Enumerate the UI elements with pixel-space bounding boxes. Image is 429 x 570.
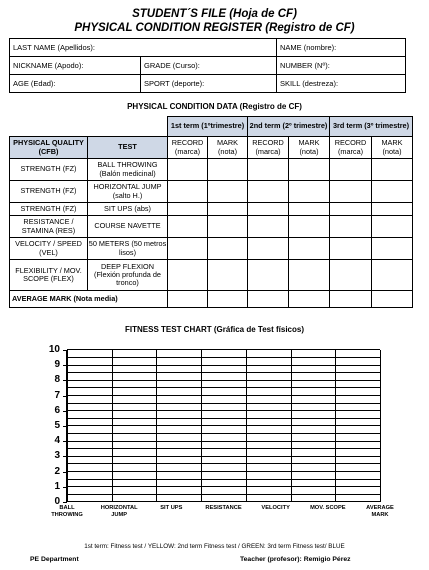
y-tick-label: 0 xyxy=(54,496,60,507)
entry-cell[interactable] xyxy=(289,181,330,203)
data-table-title: PHYSICAL CONDITION DATA (Registro de CF) xyxy=(127,102,302,111)
record-header: RECORD (marca) xyxy=(248,137,289,159)
grid-column-line xyxy=(380,350,381,502)
grid-line xyxy=(67,410,380,411)
entry-cell[interactable] xyxy=(168,181,208,203)
table-row xyxy=(10,260,413,291)
legend-text: 1st term: Fitness test / YELLOW: 2nd term Fitness test / GREEN: 3rd term Fitness test/ BLUE xyxy=(84,543,345,550)
last-name-field[interactable]: LAST NAME (Apellidos): xyxy=(10,39,277,57)
entry-cell[interactable] xyxy=(208,159,248,181)
entry-cell[interactable] xyxy=(248,291,289,308)
average-mark-label: AVERAGE MARK (Nota media) xyxy=(10,291,168,308)
grid-line xyxy=(67,471,380,472)
y-tick-mark xyxy=(63,502,67,503)
y-tick-mark xyxy=(63,487,67,488)
y-tick-label: 3 xyxy=(54,450,60,462)
entry-cell[interactable] xyxy=(372,181,413,203)
grid-line xyxy=(67,418,380,419)
entry-cell[interactable] xyxy=(208,238,248,260)
y-tick-label: 10 xyxy=(48,344,60,355)
y-tick-mark xyxy=(63,396,67,397)
entry-cell[interactable] xyxy=(330,181,372,203)
y-tick-label: 1 xyxy=(54,480,60,492)
table-row xyxy=(10,238,413,260)
y-tick-mark xyxy=(63,426,67,427)
entry-cell[interactable] xyxy=(330,291,372,308)
grid-column-line xyxy=(291,350,292,502)
table-row xyxy=(10,216,413,238)
register-title: PHYSICAL CONDITION REGISTER (Registro de CF) xyxy=(74,22,355,34)
mark-header: MARK (nota) xyxy=(208,137,248,159)
quality-cell: VELOCITY / SPEED (VEL) xyxy=(10,238,88,260)
grid-line xyxy=(67,357,380,358)
grid-column-line xyxy=(156,350,157,502)
grid-column-line xyxy=(335,350,336,502)
entry-cell[interactable] xyxy=(208,181,248,203)
entry-cell[interactable] xyxy=(208,216,248,238)
grid-line xyxy=(67,494,380,495)
fitness-chart xyxy=(40,344,390,507)
entry-cell[interactable] xyxy=(330,159,372,181)
quality-cell: STRENGTH (FZ) xyxy=(10,181,88,203)
skill-field[interactable]: SKILL (destreza): xyxy=(276,75,405,93)
entry-cell[interactable] xyxy=(289,238,330,260)
entry-cell[interactable] xyxy=(372,238,413,260)
grid-line xyxy=(67,403,380,404)
entry-cell[interactable] xyxy=(248,238,289,260)
entry-cell[interactable] xyxy=(208,291,248,308)
entry-cell[interactable] xyxy=(248,181,289,203)
entry-cell[interactable] xyxy=(330,203,372,216)
grid-line xyxy=(67,433,380,434)
entry-cell[interactable] xyxy=(168,238,208,260)
test-cell: HORIZONTAL JUMP (salto H.) xyxy=(88,181,168,203)
entry-cell[interactable] xyxy=(372,159,413,181)
grid-line xyxy=(67,448,380,449)
test-cell: DEEP FLEXION (Flexión profunda de tronco) xyxy=(88,260,168,291)
y-tick-label: 5 xyxy=(54,420,60,431)
y-tick-label: 4 xyxy=(54,435,60,447)
x-tick-label: SIT UPS xyxy=(160,505,183,511)
y-tick-label: 6 xyxy=(54,404,60,416)
quality-cell: FLEXIBILITY / MOV. SCOPE (FLEX) xyxy=(10,260,88,291)
test-cell: 50 METERS (50 metros lisos) xyxy=(88,238,168,260)
y-tick-mark xyxy=(63,441,67,442)
department-label: PE Department xyxy=(30,556,79,563)
entry-cell[interactable] xyxy=(168,291,208,308)
quality-column-header: PHYSICAL QUALITY (CFB) xyxy=(10,137,88,159)
grid-line xyxy=(67,479,380,480)
file-title: STUDENT´S FILE (Hoja de CF) xyxy=(132,8,297,20)
entry-cell[interactable] xyxy=(289,159,330,181)
entry-cell[interactable] xyxy=(168,216,208,238)
record-header: RECORD (marca) xyxy=(168,137,208,159)
grid-column-line xyxy=(201,350,202,502)
x-tick-label: RESISTANCE xyxy=(205,505,242,511)
entry-cell[interactable] xyxy=(248,159,289,181)
quality-cell: STRENGTH (FZ) xyxy=(10,159,88,181)
entry-cell[interactable] xyxy=(289,203,330,216)
y-tick-mark xyxy=(63,365,67,366)
entry-cell[interactable] xyxy=(248,203,289,216)
test-column-header: TEST xyxy=(88,137,168,159)
entry-cell[interactable] xyxy=(168,159,208,181)
nickname-field[interactable]: NICKNAME (Apodo): xyxy=(10,57,141,75)
average-row xyxy=(10,291,413,308)
y-tick-mark xyxy=(63,472,67,473)
grid-line xyxy=(67,395,380,396)
grid-line xyxy=(67,425,380,426)
name-field[interactable]: NAME (nombre): xyxy=(276,39,405,57)
entry-cell[interactable] xyxy=(372,260,413,291)
mark-header: MARK (nota) xyxy=(289,137,330,159)
age-field[interactable]: AGE (Edad): xyxy=(10,75,141,93)
y-tick-mark xyxy=(63,411,67,412)
grid-line xyxy=(67,463,380,464)
table-row xyxy=(10,181,413,203)
grid-line xyxy=(67,372,380,373)
number-field[interactable]: NUMBER (Nº): xyxy=(276,57,405,75)
entry-cell[interactable] xyxy=(168,203,208,216)
entry-cell[interactable] xyxy=(372,216,413,238)
grid-line xyxy=(67,456,380,457)
entry-cell[interactable] xyxy=(168,260,208,291)
grid-column-line xyxy=(112,350,113,502)
plot-area xyxy=(67,350,380,502)
record-header: RECORD (marca) xyxy=(330,137,372,159)
quality-cell: RESISTANCE / STAMINA (RES) xyxy=(10,216,88,238)
quality-cell: STRENGTH (FZ) xyxy=(10,203,88,216)
table-row xyxy=(10,203,413,216)
test-cell: SIT UPS (abs) xyxy=(88,203,168,216)
entry-cell[interactable] xyxy=(208,203,248,216)
x-tick-label: HORIZONTAL JUMP xyxy=(100,505,138,518)
term-2-header: 2nd term (2º trimestre) xyxy=(248,117,330,137)
mark-header: MARK (nota) xyxy=(372,137,413,159)
entry-cell[interactable] xyxy=(372,203,413,216)
entry-cell[interactable] xyxy=(289,216,330,238)
y-tick-mark xyxy=(63,380,67,381)
entry-cell[interactable] xyxy=(330,260,372,291)
grid-line xyxy=(67,441,380,442)
entry-cell[interactable] xyxy=(289,291,330,308)
grid-line xyxy=(67,349,380,350)
y-tick-label: 8 xyxy=(54,374,60,386)
entry-cell[interactable] xyxy=(330,238,372,260)
y-tick-mark xyxy=(63,456,67,457)
grid-line xyxy=(67,380,380,381)
x-tick-label: VELOCITY xyxy=(261,505,290,511)
y-tick-mark xyxy=(63,350,67,351)
teacher-label: Teacher (profesor): Remigio Pérez xyxy=(240,556,351,563)
term-3-header: 3rd term (3º trimestre) xyxy=(330,117,413,137)
grid-line xyxy=(67,365,380,366)
grid-line xyxy=(67,486,380,487)
test-cell: COURSE NAVETTE xyxy=(88,216,168,238)
y-tick-label: 2 xyxy=(54,465,60,477)
x-tick-label: MOV. SCOPE xyxy=(310,505,346,511)
entry-cell[interactable] xyxy=(248,216,289,238)
entry-cell[interactable] xyxy=(208,260,248,291)
y-tick-label: 9 xyxy=(54,359,60,371)
student-info-table xyxy=(9,38,406,93)
entry-cell[interactable] xyxy=(248,260,289,291)
grid-column-line xyxy=(246,350,247,502)
test-cell: BALL THROWING (Balón medicinal) xyxy=(88,159,168,181)
table-row xyxy=(10,159,413,181)
sport-field[interactable]: SPORT (deporte): xyxy=(141,75,277,93)
physical-condition-table xyxy=(9,116,413,308)
y-tick-label: 7 xyxy=(54,389,60,401)
chart-title: FITNESS TEST CHART (Gráfica de Test físicos) xyxy=(125,325,304,334)
grid-line xyxy=(67,387,380,388)
x-tick-label: AVERAGE MARK xyxy=(366,505,394,518)
term-1-header: 1st term (1ºtrimestre) xyxy=(168,117,248,137)
x-tick-label: BALL THROWING xyxy=(51,505,83,518)
entry-cell[interactable] xyxy=(289,260,330,291)
grade-field[interactable]: GRADE (Curso): xyxy=(141,57,277,75)
entry-cell[interactable] xyxy=(372,291,413,308)
entry-cell[interactable] xyxy=(330,216,372,238)
grid-line xyxy=(67,501,380,502)
